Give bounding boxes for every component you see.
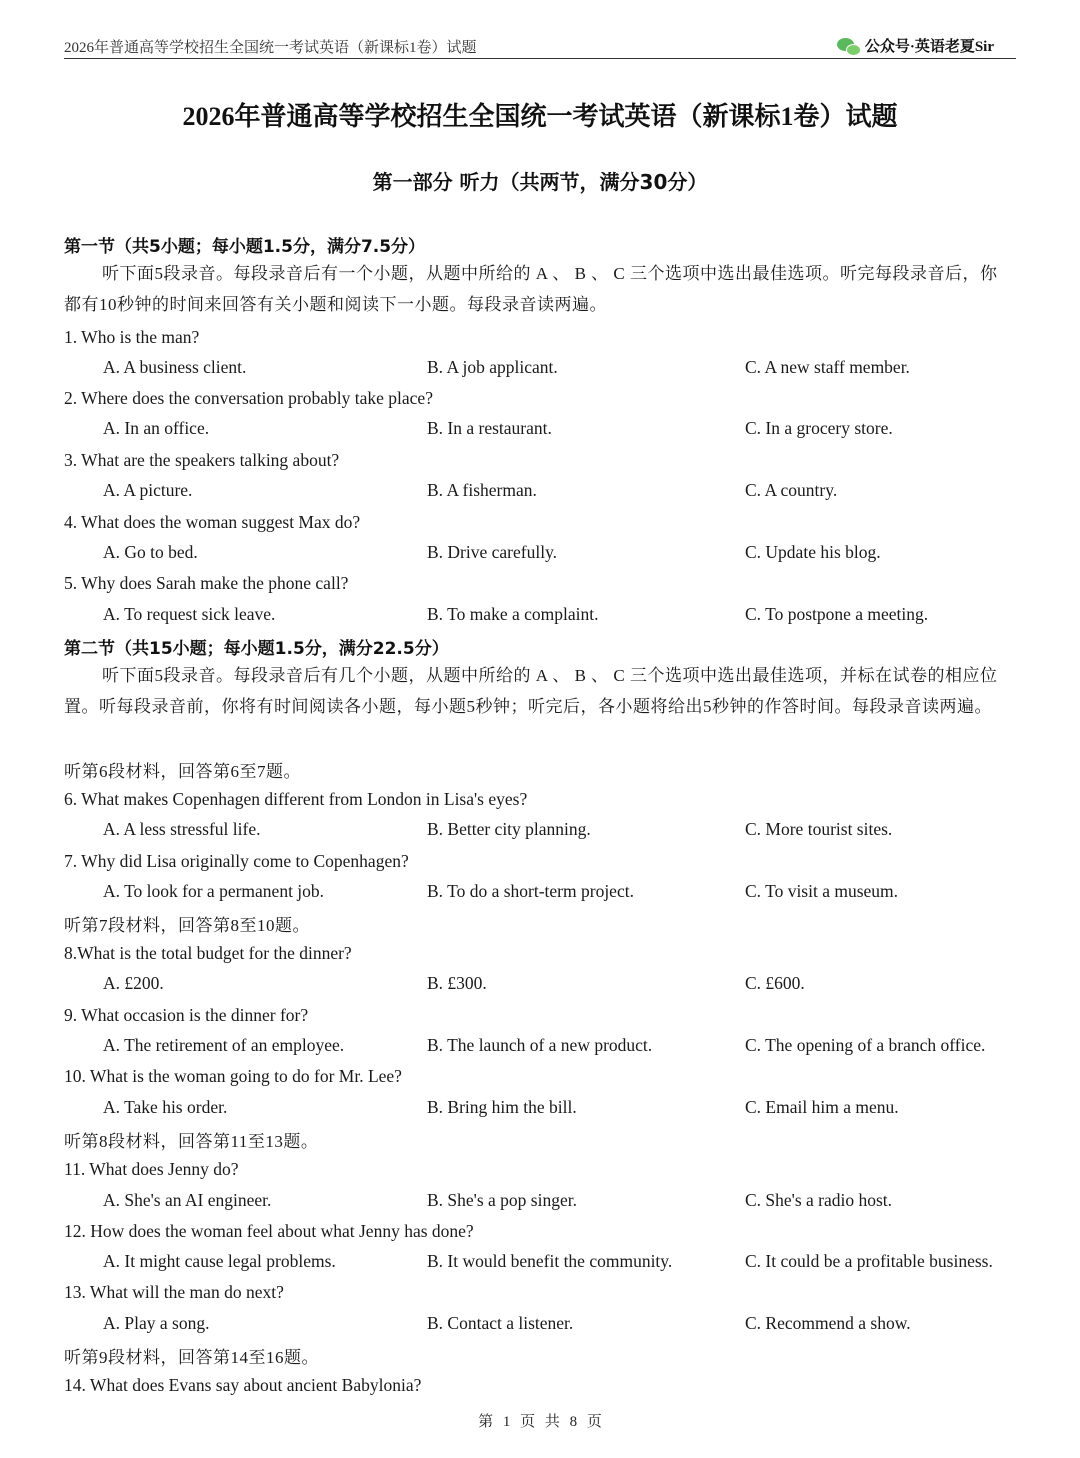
segment-6-note: 听第6段材料，回答第6至7题。 [64, 762, 301, 781]
question-4: 4. What does the woman suggest Max do? [64, 512, 361, 532]
option-c: C. It could be a profitable business. [745, 1251, 993, 1271]
question-11: 11. What does Jenny do? [64, 1159, 239, 1179]
option-b: B. Better city planning. [427, 819, 591, 839]
option-c: C. A new staff member. [745, 357, 910, 377]
option-a: A. Play a song. [103, 1313, 210, 1333]
option-c: C. Recommend a show. [745, 1313, 911, 1333]
option-c: C. More tourist sites. [745, 819, 893, 839]
segment-7-note: 听第7段材料，回答第8至10题。 [64, 916, 310, 935]
option-c: C. In a grocery store. [745, 418, 893, 438]
option-c: C. Update his blog. [745, 542, 881, 562]
option-a: A. The retirement of an employee. [103, 1035, 345, 1055]
option-a: A. It might cause legal problems. [103, 1251, 336, 1271]
options-8 [0, 973, 1080, 997]
options-10 [0, 1097, 1080, 1121]
question-9: 9. What occasion is the dinner for? [64, 1005, 309, 1025]
option-b: B. In a restaurant. [427, 418, 552, 438]
question-3: 3. What are the speakers talking about? [64, 450, 340, 470]
option-b: B. Bring him the bill. [427, 1097, 577, 1117]
question-13: 13. What will the man do next? [64, 1282, 284, 1302]
option-b: B. A fisherman. [427, 480, 537, 500]
option-b: B. The launch of a new product. [427, 1035, 653, 1055]
options-4 [0, 542, 1080, 566]
option-c: C. £600. [745, 973, 805, 993]
header-account-label: 公众号·英语老夏Sir [864, 39, 994, 55]
question-6: 6. What makes Copenhagen different from London in Lisa's eyes? [64, 789, 528, 809]
header-account [837, 35, 994, 56]
section-1-instructions: 听下面5段录音。每段录音后有一个小题，从题中所给的 A 、 B 、 C 三个选项中选出最佳选项。听完每段录音后，你都有10秒钟的时间来回答有关小题和阅读下一小题。每段录音读两遍。 [64, 264, 998, 314]
option-b: B. To make a complaint. [427, 604, 599, 624]
options-12 [0, 1251, 1080, 1275]
option-b: B. She's a pop singer. [427, 1190, 577, 1210]
options-13 [0, 1313, 1080, 1337]
option-a: A. A picture. [103, 480, 193, 500]
option-b: B. £300. [427, 973, 487, 993]
option-a: A. To request sick leave. [103, 604, 276, 624]
option-b: B. It would benefit the community. [427, 1251, 673, 1271]
options-9 [0, 1035, 1080, 1059]
question-12: 12. How does the woman feel about what Jenny has done? [64, 1221, 474, 1241]
option-a: A. To look for a permanent job. [103, 881, 325, 901]
option-a: A. She's an AI engineer. [103, 1190, 272, 1210]
option-a: A. A business client. [103, 357, 247, 377]
wechat-icon [837, 37, 861, 55]
question-5: 5. Why does Sarah make the phone call? [64, 573, 349, 593]
options-5 [0, 604, 1080, 628]
segment-8-note: 听第8段材料，回答第11至13题。 [64, 1132, 319, 1151]
question-1: 1. Who is the man? [64, 327, 200, 347]
question-14: 14. What does Evans say about ancient Babylonia? [64, 1375, 422, 1395]
page-number: 第 1 页 共 8 页 [478, 1414, 602, 1430]
option-b: B. A job applicant. [427, 357, 558, 377]
section-2-instructions: 听下面5段录音。每段录音后有几个小题，从题中所给的 A 、 B 、 C 三个选项中选出最佳选项，并标在试卷的相应位置。听每段录音前，你将有时间阅读各小题，每小题5秒钟；听完后，各小题将给出5秒钟的作答时间。每段录音读两遍。 [64, 666, 998, 716]
question-8: 8.What is the total budget for the dinner? [64, 943, 352, 963]
option-a: A. A less stressful life. [103, 819, 261, 839]
option-a: A. Go to bed. [103, 542, 198, 562]
option-b: B. Drive carefully. [427, 542, 558, 562]
segment-9-note: 听第9段材料，回答第14至16题。 [64, 1348, 319, 1367]
option-a: A. In an office. [103, 418, 210, 438]
page-header [64, 32, 1016, 59]
option-b: B. Contact a listener. [427, 1313, 574, 1333]
options-3 [0, 480, 1080, 504]
option-c: C. To visit a museum. [745, 881, 899, 901]
option-c: C. The opening of a branch office. [745, 1035, 986, 1055]
options-1 [0, 357, 1080, 381]
options-11 [0, 1190, 1080, 1214]
option-a: A. £200. [103, 973, 164, 993]
page-title: 2026年普通高等学校招生全国统一考试英语（新课标1卷）试题 [182, 102, 898, 131]
option-a: A. Take his order. [103, 1097, 228, 1117]
options-7 [0, 881, 1080, 905]
options-2 [0, 418, 1080, 442]
question-10: 10. What is the woman going to do for Mr. Lee? [64, 1066, 402, 1086]
header-title: 2026年普通高等学校招生全国统一考试英语（新课标1卷）试题 [64, 40, 477, 56]
option-c: C. She's a radio host. [745, 1190, 893, 1210]
part-title: 第一部分 听力（共两节，满分30分） [372, 170, 708, 194]
question-7: 7. Why did Lisa originally come to Copenhagen? [64, 851, 409, 871]
option-c: C. Email him a menu. [745, 1097, 899, 1117]
options-6 [0, 819, 1080, 843]
section-2-heading: 第二节（共15小题；每小题1.5分，满分22.5分） [64, 639, 449, 659]
question-2: 2. Where does the conversation probably take place? [64, 388, 433, 408]
option-c: C. A country. [745, 480, 838, 500]
option-b: B. To do a short-term project. [427, 881, 634, 901]
section-1-heading: 第一节（共5小题；每小题1.5分，满分7.5分） [64, 237, 426, 257]
option-c: C. To postpone a meeting. [745, 604, 929, 624]
